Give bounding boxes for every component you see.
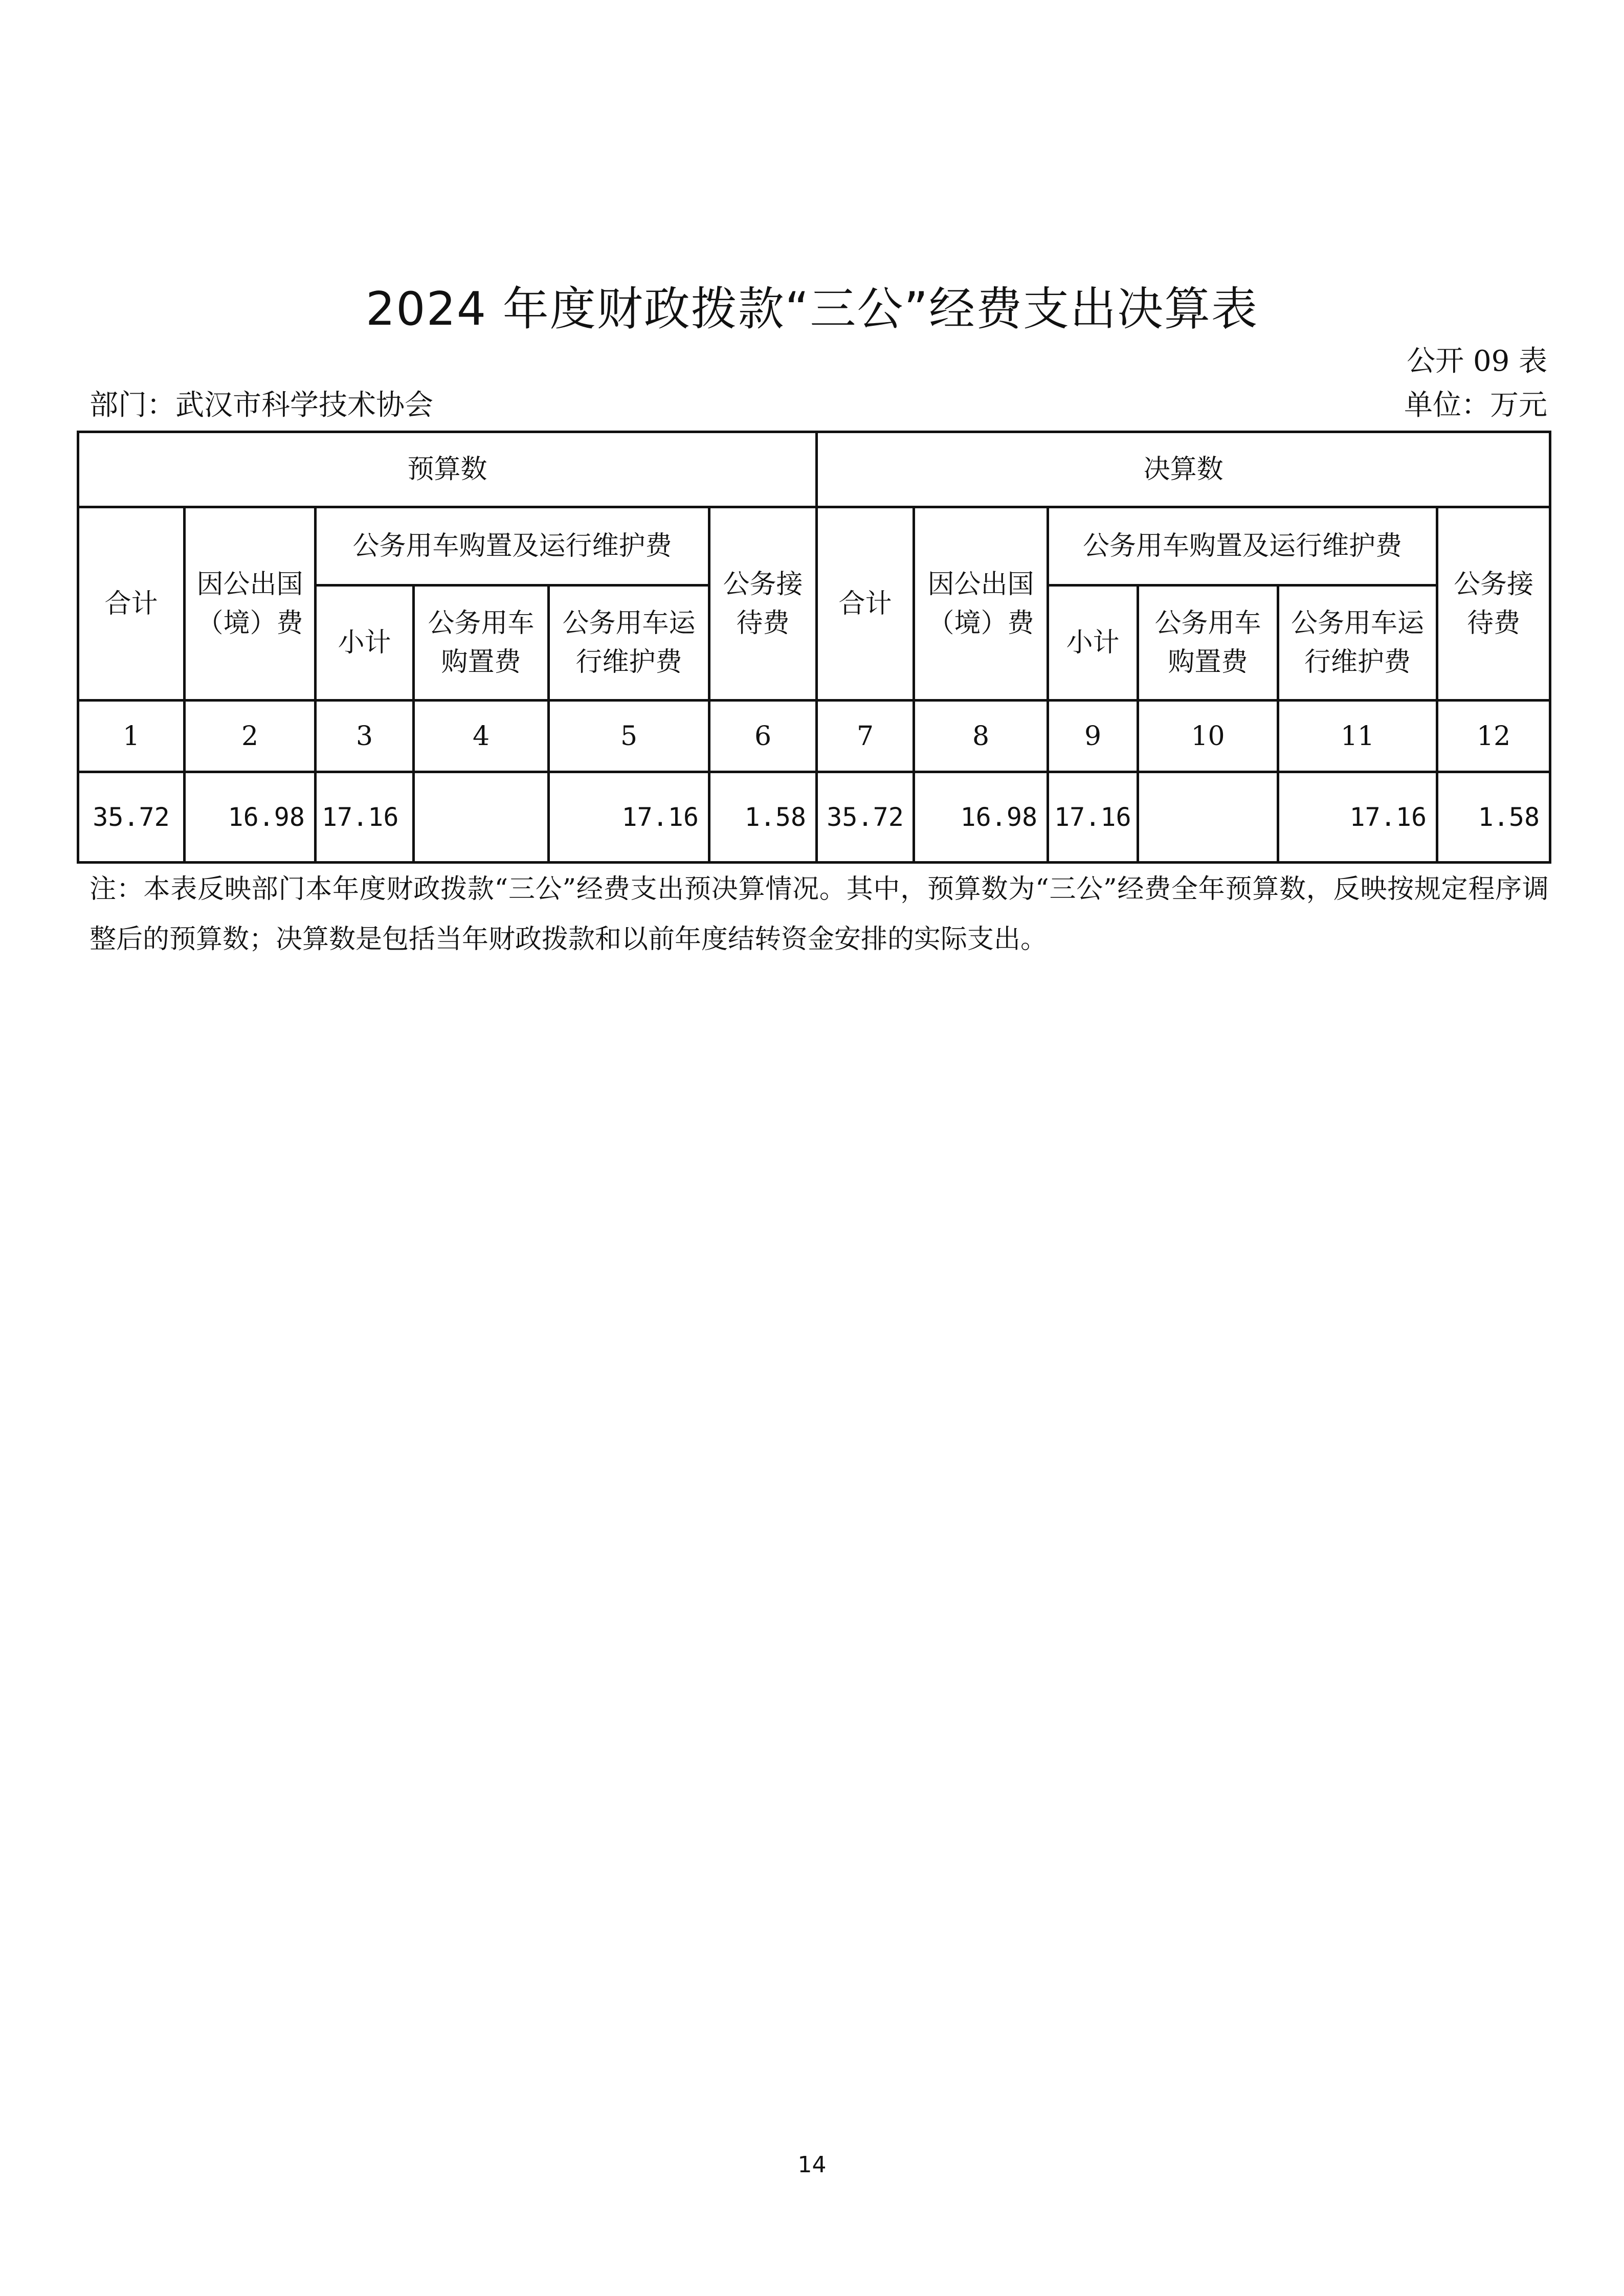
table-note: 注：本表反映部门本年度财政拨款“三公”经费支出预决算情况。其中，预算数为“三公”经费全年预算数，反映按规定程序调整后的预算数；决算数是包括当年财政拨款和以前年度结转资金安排的实际支出。	[90, 874, 1549, 955]
column-number: 2	[185, 701, 316, 772]
budget-overseas-value: 16.98	[185, 772, 316, 863]
final-vehicle-header: 公务用车购置及运行维护费	[1048, 507, 1437, 586]
budget-reception-header: 公务接待费	[709, 507, 817, 701]
budget-subtotal-value: 17.16	[316, 772, 414, 863]
final-reception-value: 1.58	[1437, 772, 1550, 863]
budget-reception-value: 1.58	[709, 772, 817, 863]
column-number: 11	[1278, 701, 1437, 772]
table-row	[78, 772, 1550, 863]
budget-total-header: 合计	[78, 507, 185, 701]
budget-total-value: 35.72	[78, 772, 185, 863]
three-public-expenses-table	[77, 431, 1551, 864]
budget-vehicle-operation-value: 17.16	[549, 772, 709, 863]
table-header-row	[78, 432, 1550, 507]
budget-subtotal-header: 小计	[316, 586, 414, 701]
budget-overseas-header: 因公出国（境）费	[185, 507, 316, 701]
column-number: 9	[1048, 701, 1138, 772]
final-vehicle-purchase-value	[1138, 772, 1278, 863]
budget-group-header: 预算数	[78, 432, 817, 507]
final-total-header: 合计	[817, 507, 914, 701]
column-number: 3	[316, 701, 414, 772]
department-label: 部门：武汉市科学技术协会	[90, 389, 433, 422]
final-subtotal-header: 小计	[1048, 586, 1138, 701]
column-number: 10	[1138, 701, 1278, 772]
table-header-row	[78, 507, 1550, 586]
column-number-row	[78, 701, 1550, 772]
column-number: 4	[414, 701, 549, 772]
page-number: 14	[797, 2152, 827, 2178]
final-vehicle-operation-value: 17.16	[1278, 772, 1437, 863]
column-number: 12	[1437, 701, 1550, 772]
final-total-value: 35.72	[817, 772, 914, 863]
page-title: 2024 年度财政拨款“三公”经费支出决算表	[366, 282, 1258, 336]
column-number: 7	[817, 701, 914, 772]
final-overseas-value: 16.98	[914, 772, 1048, 863]
final-reception-header: 公务接待费	[1437, 507, 1550, 701]
final-vehicle-purchase-header: 公务用车购置费	[1138, 586, 1278, 701]
budget-vehicle-purchase-header: 公务用车购置费	[414, 586, 549, 701]
column-number: 1	[78, 701, 185, 772]
final-subtotal-value: 17.16	[1048, 772, 1138, 863]
final-vehicle-operation-header: 公务用车运行维护费	[1278, 586, 1437, 701]
unit-label: 单位：万元	[1404, 389, 1547, 422]
final-overseas-header: 因公出国（境）费	[914, 507, 1048, 701]
column-number: 5	[549, 701, 709, 772]
budget-vehicle-purchase-value	[414, 772, 549, 863]
budget-vehicle-operation-header: 公务用车运行维护费	[549, 586, 709, 701]
final-group-header: 决算数	[817, 432, 1550, 507]
form-code: 公开 09 表	[1407, 345, 1547, 378]
column-number: 6	[709, 701, 817, 772]
column-number: 8	[914, 701, 1048, 772]
budget-vehicle-header: 公务用车购置及运行维护费	[316, 507, 709, 586]
